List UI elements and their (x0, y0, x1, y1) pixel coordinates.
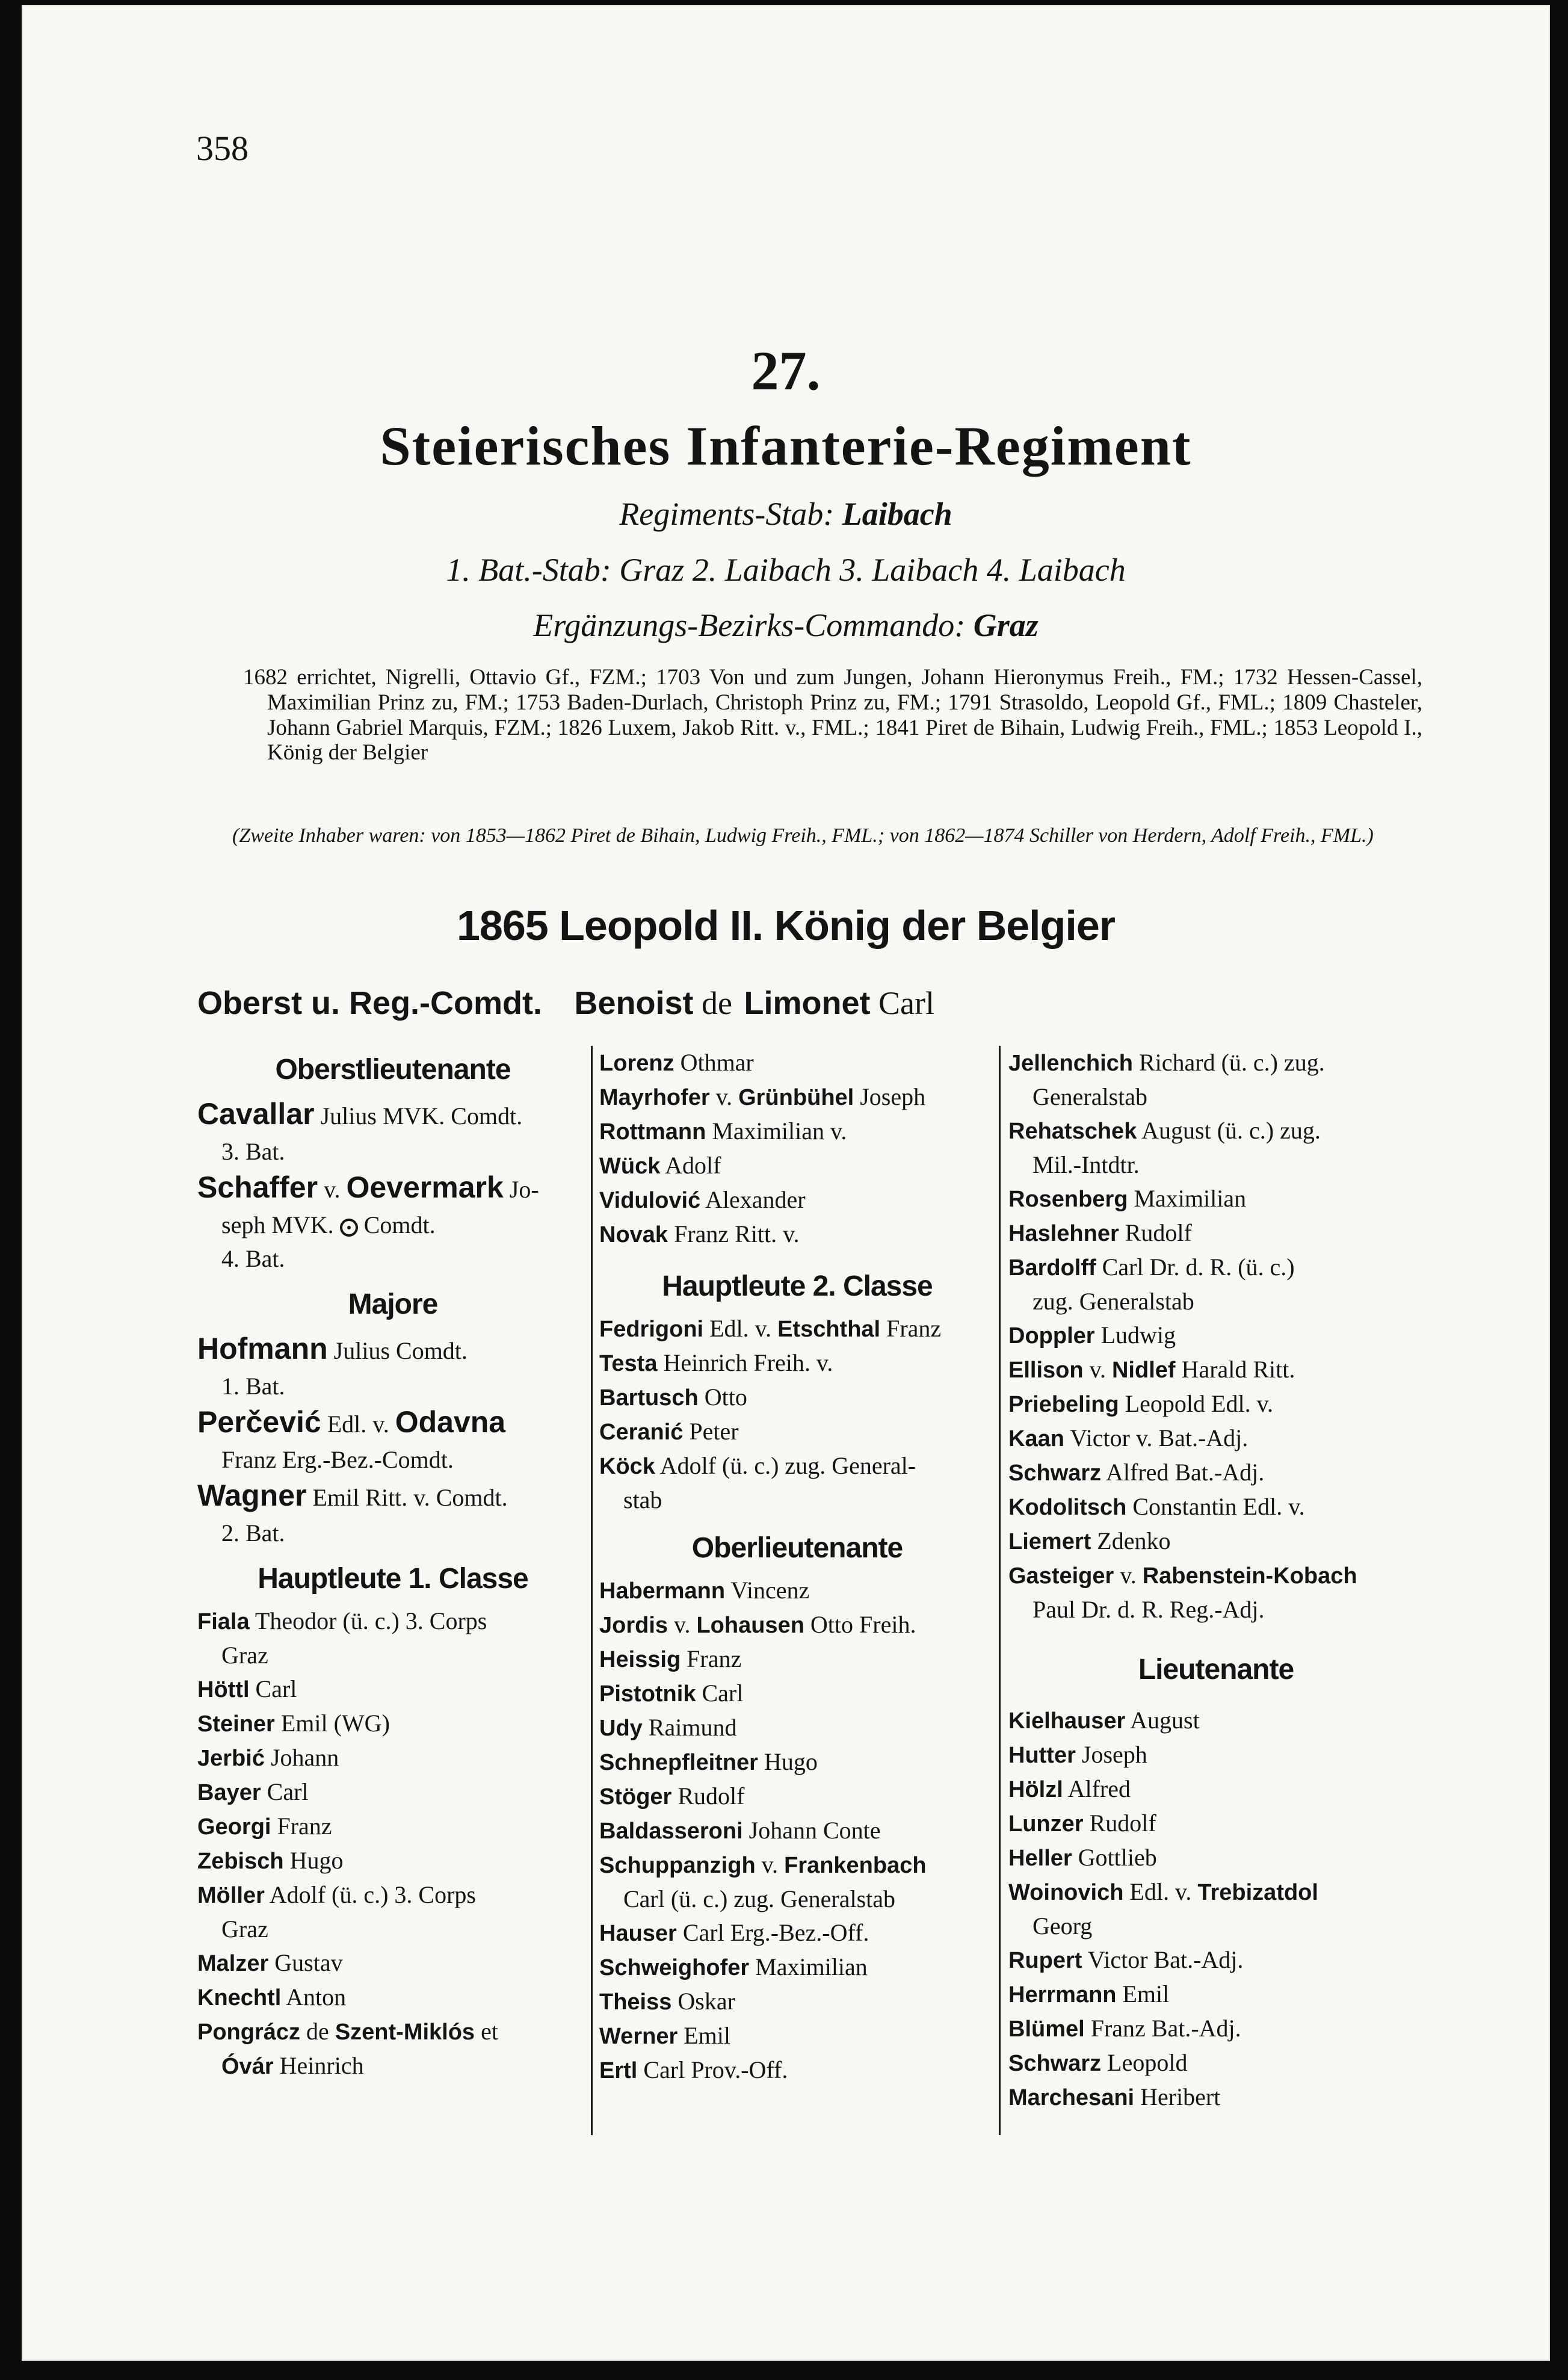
entry-detail: Leopold (1107, 2049, 1188, 2076)
battalion-staff-line: 1. Bat.-Stab: Graz 2. Laibach 3. Laibach 4. Laibach (446, 552, 1126, 588)
list-item (599, 1642, 995, 1677)
entry-detail: Richard (ü. c.) zug. (1138, 1049, 1325, 1076)
supplementary-label: Ergänzungs-Bezirks-Commando: (533, 607, 966, 643)
surname: Georgi (197, 1814, 271, 1840)
surname: Perčević (197, 1405, 321, 1439)
entry-detail: Othmar (680, 1049, 754, 1076)
section-header-hauptleute-1: Hauptleute 1. Classe (258, 1563, 528, 1595)
entry-detail: Peter (689, 1418, 739, 1445)
entry-detail: Gottlieb (1078, 1844, 1157, 1871)
entry-detail: Alfred Bat.-Adj. (1105, 1459, 1265, 1486)
entry-detail: Rudolf (1089, 1810, 1156, 1837)
surname: Oevermark (346, 1170, 504, 1204)
entry-detail: Adolf (665, 1152, 721, 1179)
surname: Trebizatdol (1197, 1880, 1318, 1905)
list-item (1008, 1841, 1424, 1875)
regiment-owner: 1865 Leopold II. König der Belgier (457, 902, 1115, 949)
colonel-rank: Oberst u. Reg.-Comdt. (197, 985, 543, 1021)
surname: Óvár (221, 2054, 274, 2079)
surname: Schweighofer (599, 1955, 750, 1980)
list-item (1008, 1524, 1424, 1559)
entry-detail: Victor v. Bat.-Adj. (1070, 1424, 1249, 1451)
entry-detail: Otto (704, 1383, 747, 1411)
entry-detail: Johann Conte (749, 1817, 881, 1844)
entry-detail: Otto Freih. (810, 1611, 916, 1638)
entry-detail: Carl Dr. d. R. (ü. c.) (1102, 1253, 1295, 1281)
surname: Höttl (197, 1677, 250, 1702)
entry-detail: Carl Prov.-Off. (643, 2056, 788, 2083)
list-item (599, 1677, 995, 1711)
surname: Mayrhofer (599, 1085, 710, 1110)
section-header-majore: Majore (348, 1288, 438, 1320)
list-item (1008, 1318, 1424, 1353)
entry-detail: v. (1120, 1562, 1137, 1589)
entry-continuation: 3. Bat. (221, 1138, 285, 1165)
entry-detail: 4. Bat. (221, 1245, 285, 1272)
surname: Odavna (395, 1405, 506, 1439)
surname: Baldasseroni (599, 1819, 743, 1844)
list-item (599, 1346, 995, 1380)
list-item (599, 1745, 995, 1779)
entry-detail: Franz (687, 1645, 742, 1672)
entry-continuation: Graz (221, 1915, 268, 1943)
entry-detail: Julius Comdt. (333, 1337, 468, 1364)
surname: Woinovich (1008, 1880, 1124, 1905)
list-item (599, 1608, 995, 1642)
entry-detail: Theodor (ü. c.) 3. Corps (255, 1607, 487, 1634)
entry-continuation: Graz (221, 1642, 268, 1669)
list-item (197, 1878, 588, 1946)
list-item (599, 1217, 995, 1252)
entry-detail: Raimund (648, 1714, 737, 1741)
surname: Frankenbach (784, 1853, 927, 1878)
entry-detail: Rudolf (678, 1782, 745, 1810)
surname: Pistotnik (599, 1681, 696, 1707)
surname: Werner (599, 2024, 678, 2049)
column-middle (599, 1046, 995, 2088)
list-item (197, 1707, 588, 1741)
list-item (197, 1095, 588, 1169)
list-item (197, 1604, 588, 1672)
surname: Hutter (1008, 1743, 1076, 1768)
column-divider (591, 1046, 593, 2135)
entry-detail: Alfred (1067, 1775, 1131, 1802)
supplementary-place: Graz (973, 607, 1039, 643)
entry-continuation: 2. Bat. (221, 1519, 285, 1547)
entry-detail: Hugo (289, 1847, 344, 1874)
surname: Hauser (599, 1921, 677, 1946)
list-item (1008, 1772, 1424, 1807)
list-item (1008, 1421, 1424, 1456)
entry-detail: Carl (702, 1680, 744, 1707)
regiment-staff-label: Regiments-Stab: (619, 496, 835, 532)
entry-detail: Edl. v. (1129, 1878, 1192, 1905)
list-item (1008, 1114, 1424, 1182)
entry-detail: Rudolf (1125, 1219, 1192, 1246)
surname: Ertl (599, 2058, 638, 2083)
colonel-firstname: Carl (878, 985, 934, 1021)
list-item (599, 1848, 995, 1916)
colonel-particle: de (702, 985, 733, 1021)
list-item (1008, 1943, 1424, 1977)
surname: Pongrácz (197, 2020, 301, 2045)
list-item (599, 1574, 995, 1608)
regiment-staff-place: Laibach (842, 496, 952, 532)
list-item (1008, 2046, 1424, 2080)
entry-detail: Vincenz (730, 1577, 810, 1604)
surname: Udy (599, 1716, 643, 1741)
surname: Kaan (1008, 1426, 1064, 1451)
list-item (599, 1415, 995, 1449)
list-item (1008, 1875, 1424, 1943)
surname: Schnepfleitner (599, 1750, 758, 1775)
surname: Jerbić (197, 1746, 265, 1771)
surname: Vidulović (599, 1188, 701, 1213)
entry-detail: Comdt. (363, 1211, 436, 1238)
list-item (1008, 2012, 1424, 2046)
colonel-line (197, 984, 934, 1022)
list-item (1008, 1977, 1424, 2012)
surname: Ellison (1008, 1358, 1084, 1383)
surname: Möller (197, 1883, 265, 1908)
surname: Novak (599, 1222, 668, 1247)
entry-continuation: Franz Erg.-Bez.-Comdt. (221, 1446, 454, 1473)
list-item (1008, 1456, 1424, 1490)
entry-detail: Carl (267, 1778, 309, 1805)
entry-detail: Emil Ritt. v. Comdt. (312, 1484, 508, 1511)
entry-continuation (197, 1208, 588, 1276)
entry-detail: Ludwig (1100, 1321, 1176, 1349)
list-item (197, 1741, 588, 1775)
list-item (599, 1380, 995, 1415)
document-page (22, 5, 1550, 2361)
entry-detail: Alexander (705, 1186, 806, 1213)
surname: Heller (1008, 1846, 1072, 1871)
entry-detail: v. (761, 1851, 779, 1878)
surname: Schwarz (1008, 2051, 1102, 2076)
entry-detail: Zdenko (1097, 1527, 1171, 1554)
list-item (197, 1810, 588, 1844)
surname: Rottmann (599, 1119, 706, 1145)
entry-detail: Emil (WG) (280, 1710, 390, 1737)
entry-detail: et (481, 2018, 498, 2045)
entry-detail: Victor Bat.-Adj. (1087, 1946, 1244, 1973)
list-item (197, 1844, 588, 1878)
entry-continuation: Carl (ü. c.) zug. Generalstab (623, 1885, 896, 1912)
entry-detail: Heinrich (279, 2052, 364, 2079)
section-header-hauptleute-2: Hauptleute 2. Classe (662, 1270, 933, 1302)
entry-detail: Jo- (509, 1176, 539, 1203)
surname: Rosenberg (1008, 1187, 1128, 1212)
list-item (599, 1711, 995, 1745)
surname: Stöger (599, 1784, 672, 1810)
entry-continuation: zug. Generalstab (1032, 1288, 1194, 1315)
entry-detail: Adolf (ü. c.) 3. Corps (269, 1881, 476, 1908)
entry-detail: Carl (255, 1675, 297, 1702)
surname: Theiss (599, 1989, 672, 2015)
list-item (599, 1312, 995, 1346)
entry-detail: Oskar (678, 1988, 735, 2015)
surname: Jellenchich (1008, 1051, 1133, 1076)
surname: Heissig (599, 1647, 681, 1672)
surname: Hölzl (1008, 1777, 1063, 1802)
entry-detail: Joseph (860, 1083, 926, 1110)
colonel-name: Benoist (574, 985, 694, 1021)
entry-detail: August (1130, 1707, 1200, 1734)
list-item (1008, 1490, 1424, 1524)
surname: Lohausen (696, 1613, 804, 1638)
surname: Malzer (197, 1951, 269, 1976)
surname: Etschthal (777, 1317, 881, 1342)
entry-detail: seph MVK. (221, 1211, 334, 1238)
list-item (599, 1814, 995, 1848)
surname: Testa (599, 1351, 658, 1376)
entry-continuation: Generalstab (1032, 1083, 1148, 1110)
list-item (1008, 1807, 1424, 1841)
entry-continuation (197, 2049, 588, 2083)
list-item (599, 1114, 995, 1149)
surname: Cavallar (197, 1097, 315, 1131)
entry-detail: Maximilian v. (712, 1117, 847, 1145)
surname: Blümel (1008, 2017, 1085, 2042)
list-item (599, 1149, 995, 1183)
entry-continuation: Mil.-Intdtr. (1032, 1151, 1140, 1178)
surname: Lorenz (599, 1051, 674, 1076)
colonel-surname: Limonet (744, 985, 871, 1021)
surname: Doppler (1008, 1323, 1095, 1349)
entry-detail: Johann (270, 1744, 339, 1771)
surname: Szent-Miklós (335, 2020, 475, 2045)
list-item (599, 1080, 995, 1114)
surname: Kielhauser (1008, 1708, 1126, 1734)
entry-detail: Gustav (274, 1949, 343, 1976)
page-number: 358 (196, 129, 248, 168)
section-header-oberstleutnante: Oberstlieutenante (275, 1054, 511, 1086)
entry-continuation: 1. Bat. (221, 1373, 285, 1400)
surname: Wück (599, 1154, 661, 1179)
surname: Wagner (197, 1479, 307, 1512)
list-item (1008, 1704, 1424, 1738)
list-item (197, 1672, 588, 1707)
surname: Schuppanzigh (599, 1853, 756, 1878)
surname: Jordis (599, 1613, 668, 1638)
list-item (1008, 1250, 1424, 1318)
surname: Gasteiger (1008, 1563, 1114, 1589)
surname: Herrmann (1008, 1982, 1117, 2008)
surname: Zebisch (197, 1849, 284, 1874)
entry-detail: Heribert (1140, 2083, 1221, 2110)
list-item (1008, 1046, 1424, 1114)
surname: Rupert (1008, 1948, 1082, 1973)
surname: Priebeling (1008, 1392, 1119, 1417)
surname: Knechtl (197, 1985, 282, 2011)
entry-continuation: Georg (1032, 1912, 1093, 1940)
list-item (197, 1980, 588, 2015)
entry-continuation: Paul Dr. d. R. Reg.-Adj. (1032, 1596, 1265, 1623)
former-owners-note: (Zweite Inhaber waren: von 1853—1862 Piret de Bihain, Ludwig Freih., FML.; von 1862—1874 Schiller von Herdern, Adolf Freih., FML.) (232, 824, 1374, 847)
column-divider (999, 1046, 1001, 2135)
column-left (197, 1046, 588, 2083)
list-item (197, 1330, 588, 1403)
surname: Habermann (599, 1578, 726, 1604)
entry-detail: Constantin Edl. v. (1132, 1493, 1305, 1520)
entry-detail: Edl. v. (709, 1315, 772, 1342)
list-item (197, 2015, 588, 2083)
column-right (1008, 1046, 1424, 2115)
list-item (599, 1449, 995, 1517)
entry-detail: Harald Ritt. (1181, 1356, 1295, 1383)
surname: Marchesani (1008, 2085, 1135, 2110)
entry-detail: August (ü. c.) zug. (1141, 1117, 1321, 1144)
entry-detail: Maximilian (755, 1953, 868, 1980)
surname: Ceranić (599, 1420, 684, 1445)
list-item (1008, 1738, 1424, 1772)
list-item (599, 1950, 995, 1985)
entry-detail: v. (1089, 1356, 1106, 1383)
entry-detail: v. (715, 1083, 733, 1110)
surname: Hofmann (197, 1332, 328, 1365)
surname: Rehatschek (1008, 1119, 1137, 1144)
list-item (1008, 1182, 1424, 1216)
entry-detail: v. (324, 1176, 341, 1203)
list-item (599, 2053, 995, 2088)
list-item (599, 1183, 995, 1217)
surname: Steiner (197, 1711, 275, 1737)
regiment-title: Steierisches Infanterie-Regiment (380, 415, 1192, 477)
list-item (599, 1985, 995, 2019)
surname: Haslehner (1008, 1221, 1119, 1246)
list-item (599, 2019, 995, 2053)
entry-detail: Carl Erg.-Bez.-Off. (682, 1919, 869, 1946)
entry-detail: Franz (277, 1813, 332, 1840)
entry-detail: Hugo (764, 1748, 818, 1775)
section-header-oberlieutenante: Oberlieutenante (691, 1532, 903, 1564)
list-item (1008, 1387, 1424, 1421)
entry-detail: Emil (1122, 1980, 1170, 2008)
section-header-lieutenante: Lieutenante (1138, 1654, 1294, 1686)
supplementary-district-line (22, 607, 1550, 644)
surname: Schaffer (197, 1170, 318, 1204)
regiment-number: 27. (751, 340, 821, 401)
entry-detail: Joseph (1081, 1741, 1147, 1768)
entry-detail: Leopold Edl. v. (1125, 1390, 1273, 1417)
entry-detail: Franz Ritt. v. (674, 1220, 800, 1247)
surname: Kodolitsch (1008, 1495, 1127, 1520)
surname: Fiala (197, 1609, 250, 1634)
list-item (599, 1779, 995, 1814)
distinction-circle-icon (340, 1219, 358, 1237)
surname: Nidlef (1111, 1358, 1176, 1383)
surname: Grünbühel (738, 1085, 854, 1110)
surname: Rabenstein-Kobach (1142, 1563, 1357, 1589)
entry-detail: Julius MVK. Comdt. (320, 1102, 523, 1130)
entry-detail: de (306, 2018, 329, 2045)
list-item (599, 1916, 995, 1950)
entry-detail: Franz Bat.-Adj. (1090, 2015, 1241, 2042)
list-item (197, 1403, 588, 1477)
surname: Köck (599, 1454, 655, 1479)
entry-detail: Edl. v. (327, 1411, 389, 1438)
list-item (1008, 1559, 1424, 1627)
surname: Bayer (197, 1780, 261, 1805)
entry-detail: Maximilian (1134, 1185, 1247, 1212)
entry-continuation: stab (623, 1486, 662, 1513)
list-item (197, 1477, 588, 1550)
list-item (1008, 1216, 1424, 1250)
surname: Lunzer (1008, 1811, 1084, 1837)
entry-detail: Franz (886, 1315, 942, 1342)
regiment-history: 1682 errichtet, Nigrelli, Ottavio Gf., FZM.; 1703 Von und zum Jungen, Johann Hieronymus Freih., FM.; 1732 Hessen-Cassel, Maximilian Prinz zu, FM.; 1753 Baden-Durlach, Christoph Prinz zu, FM.; 1791 Strasoldo, Leopold Gf., FML.; 1809 Chasteler, Johann Gabriel Marquis, FZM.; 1826 Luxem, Jakob Ritt. v., FML.; 1841 Piret de Bihain, Ludwig Freih., FML.; 1853 Leopold I., König der Belgier (243, 665, 1422, 765)
list-item (599, 1046, 995, 1080)
list-item (1008, 1353, 1424, 1387)
list-item (1008, 2080, 1424, 2115)
regiment-staff-line (22, 495, 1550, 533)
entry-detail: Anton (286, 1983, 347, 2011)
list-item (197, 1169, 588, 1276)
list-item (197, 1946, 588, 1980)
entry-detail: Adolf (ü. c.) zug. General- (659, 1452, 916, 1479)
surname: Bartusch (599, 1385, 699, 1411)
surname: Bardolff (1008, 1255, 1096, 1281)
entry-detail: Emil (684, 2022, 731, 2049)
entry-detail: v. (674, 1611, 691, 1638)
surname: Schwarz (1008, 1460, 1102, 1486)
entry-detail: Heinrich Freih. v. (663, 1349, 833, 1376)
surname: Fedrigoni (599, 1317, 704, 1342)
list-item (197, 1775, 588, 1810)
surname: Liemert (1008, 1529, 1091, 1554)
